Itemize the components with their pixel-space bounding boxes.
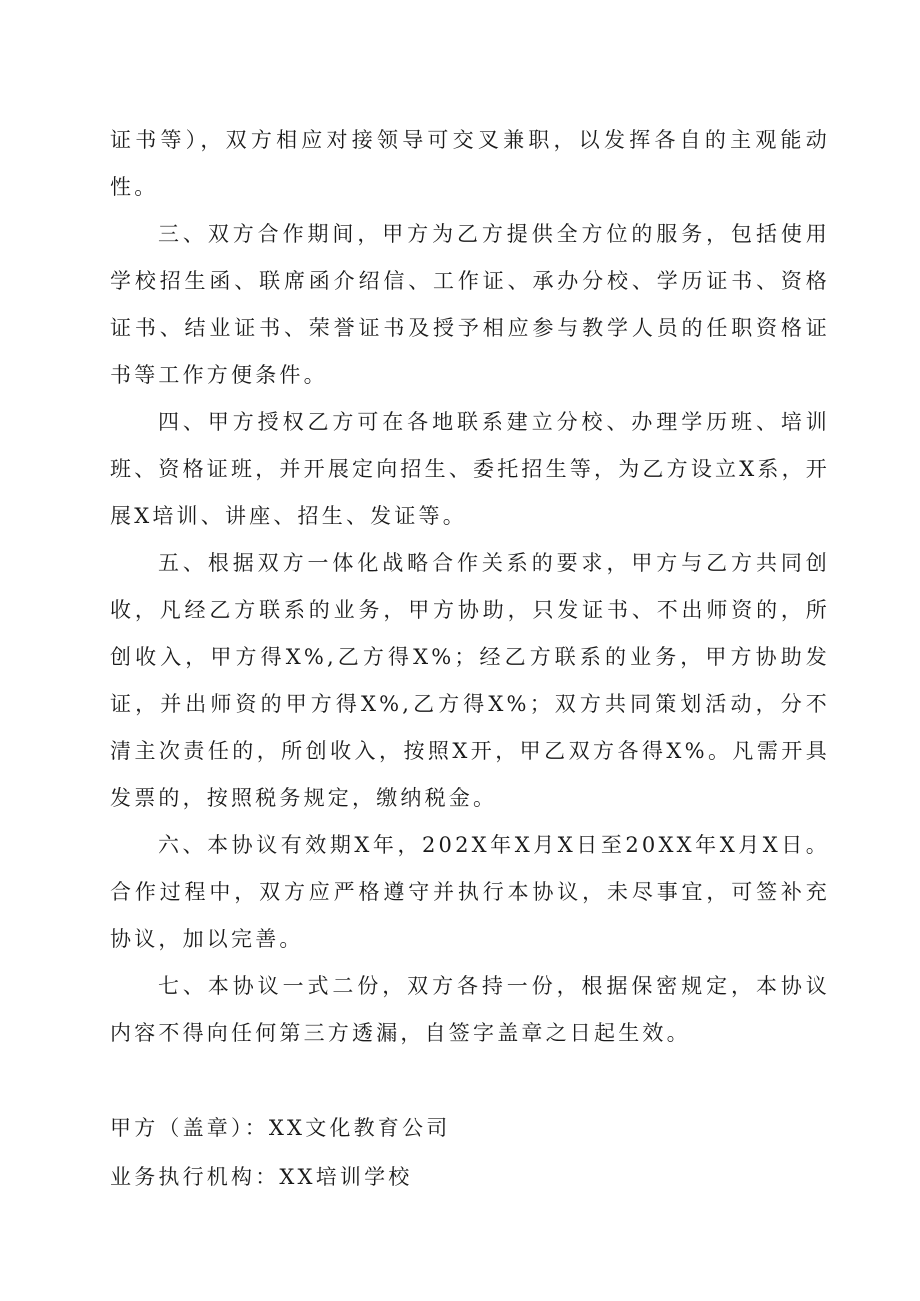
paragraph-continuation: 证书等），双方相应对接领导可交叉兼职，以发挥各自的主观能动性。 [110, 128, 830, 199]
document-page [110, 117, 830, 1201]
party-a-signature-line: 甲方（盖章）：XX文化教育公司 [110, 1116, 451, 1140]
paragraph-clause-4: 四、甲方授权乙方可在各地联系建立分校、办理学历班、培训班、资格证班，并开展定向招生、委托招生等，为乙方设立X系，开展X培训、讲座、招生、发证等。 [110, 410, 830, 528]
paragraph-clause-5: 五、根据双方一体化战略合作关系的要求，甲方与乙方共同创收，凡经乙方联系的业务，甲方协助，只发证书、不出师资的，所创收入，甲方得X%,乙方得X%；经乙方联系的业务，甲方协助发证，并出师资的甲方得X%,乙方得X%；双方共同策划活动，分不清主次责任的，所创收入，按照X开，甲乙双方各得X%。凡需开具发票的，按照税务规定，缴纳税金。 [110, 551, 830, 810]
paragraph-clause-3: 三、双方合作期间，甲方为乙方提供全方位的服务，包括使用学校招生函、联席函介绍信、工作证、承办分校、学历证书、资格证书、结业证书、荣誉证书及授予相应参与教学人员的任职资格证书等工作方便条件。 [110, 222, 830, 387]
executing-agency-line: 业务执行机构：XX培训学校 [110, 1165, 413, 1189]
paragraph-clause-6: 六、本协议有效期X年，202X年X月X日至20XX年X月X日。合作过程中，双方应严格遵守并执行本协议，未尽事宜，可签补充协议，加以完善。 [110, 833, 830, 951]
signature-spacer [110, 1057, 830, 1105]
paragraph-clause-7: 七、本协议一式二份，双方各持一份，根据保密规定，本协议内容不得向任何第三方透漏，自签字盖章之日起生效。 [110, 974, 830, 1045]
